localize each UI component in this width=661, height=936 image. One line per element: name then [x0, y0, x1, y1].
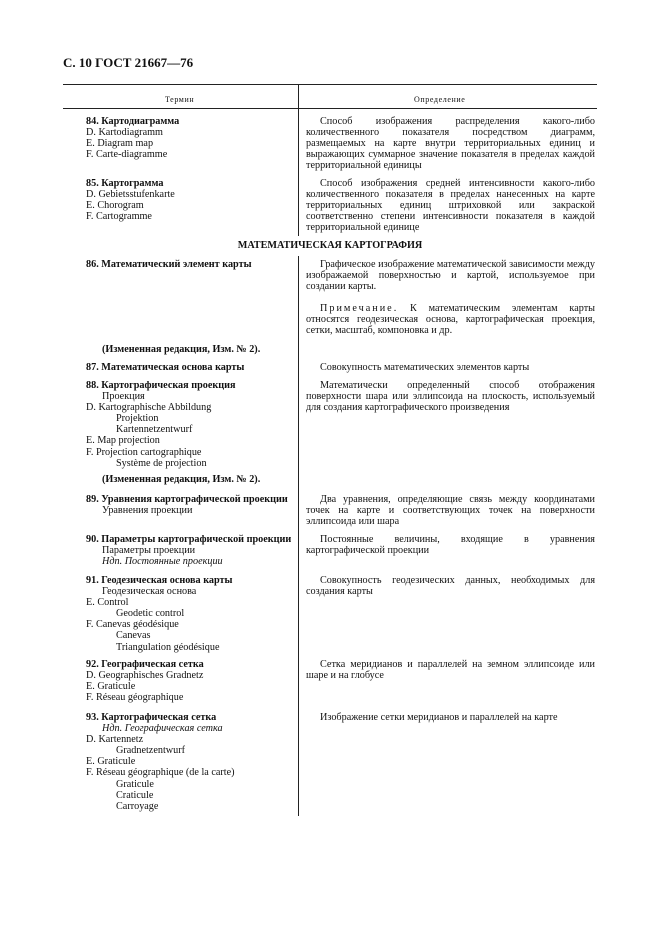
term-synonym: Geodetic control: [116, 608, 185, 620]
term-synonym: F. Canevas géodésique: [86, 619, 179, 631]
term-synonym: E. Chorogram: [86, 200, 144, 212]
definition-note: [306, 303, 595, 336]
term-synonym: F. Réseau géographique (de la carte): [86, 767, 235, 779]
note-text: К математическим элементам карты относятся геодезическая основа, картографическая проекция, сетки, масштаб, компоновка и др.: [306, 303, 595, 337]
definition-text: Совокупность геодезических данных, необходимых для создания карты: [306, 575, 595, 598]
definition-text: Два уравнения, определяющие связь между координатами точек на карте и соответствующих точек на поверхности эллипсоида или шара: [306, 494, 595, 528]
term-entry-89: [86, 494, 296, 516]
edition-note: (Измененная редакция, Изм. № 2).: [102, 344, 261, 355]
term-entry-92: [86, 659, 296, 703]
column-header-definition: Определение: [414, 95, 466, 104]
definition-86: [306, 259, 595, 337]
column-header-term: Термин: [165, 95, 195, 104]
term-synonym: Kartennetzentwurf: [116, 424, 193, 436]
term-entry-88: [86, 380, 296, 469]
term-synonym: E. Control: [86, 597, 129, 609]
term-synonym: D. Geographisches Gradnetz: [86, 670, 204, 682]
term-title: 92. Географическая сетка: [86, 659, 204, 670]
definition-93: [306, 712, 595, 723]
term-synonym: Triangulation géodésique: [116, 641, 220, 653]
term-synonym: Projektion: [116, 413, 159, 425]
table-header-rule: [63, 108, 597, 109]
term-title: 85. Картограмма: [86, 178, 164, 189]
term-synonym: Проекция: [102, 391, 145, 403]
definition-text: Изображение сетки меридианов и параллелей на карте: [320, 712, 558, 723]
term-synonym: Уравнения проекции: [102, 505, 193, 517]
note-label: Примечание.: [320, 303, 399, 315]
table-top-rule: [63, 84, 597, 85]
definition-89: [306, 494, 595, 527]
term-synonym: Gradnetzentwurf: [116, 745, 186, 757]
term-synonym: E. Map projection: [86, 435, 160, 447]
term-entry-84: [86, 116, 296, 160]
term-synonym: F. Carte-diagramme: [86, 149, 168, 161]
term-synonym: E. Graticule: [86, 681, 136, 693]
term-title: 87. Математическая основа карты: [86, 362, 245, 373]
definition-text: Способ изображения распределения какого-либо количественного показателя посредством диаграмм, размещаемых на карте внутри территориальных единиц и выражающих суммарное значение показателя в пределах каждой территориальной единицы: [306, 116, 595, 172]
term-title: 93. Картографическая сетка: [86, 712, 217, 723]
term-title: 89. Уравнения картографической проекции: [86, 494, 288, 505]
term-synonym: E. Graticule: [86, 756, 136, 768]
term-entry-90: [86, 534, 296, 567]
column-divider: [298, 84, 299, 236]
definition-85: [306, 178, 595, 233]
definition-text: Графическое изображение математической зависимости между изображаемой поверхностью и картой, используемое при создании карты.: [306, 259, 595, 293]
term-entry-86: [86, 259, 296, 270]
definition-text: Постоянные величины, входящие в уравнения картографической проекции: [306, 534, 595, 557]
term-entry-93: [86, 712, 296, 812]
term-synonym: Système de projection: [116, 457, 207, 469]
term-synonym: Graticule: [116, 778, 154, 790]
term-title: 91. Геодезическая основа карты: [86, 575, 233, 586]
term-synonym: D. Kartographische Abbildung: [86, 402, 212, 414]
term-synonym: D. Gebietsstufenkarte: [86, 189, 175, 201]
term-synonym: F. Projection cartographique: [86, 446, 202, 458]
definition-92: [306, 659, 595, 681]
definition-text: Способ изображения средней интенсивности какого-либо количественного показателя в пределах нанесенных на карте территориальных единиц штриховкой или закраской соответственно степени интенсивности показателя в каждой территориальной единице: [306, 178, 595, 234]
definition-84: [306, 116, 595, 171]
term-title: 86. Математический элемент карты: [86, 259, 252, 270]
term-title: 88. Картографическая проекция: [86, 380, 236, 391]
definition-text: Сетка меридианов и параллелей на земном эллипсоиде или шаре и на глобусе: [306, 659, 595, 682]
term-synonym: Параметры проекции: [102, 545, 196, 557]
term-title: 84. Картодиаграмма: [86, 116, 180, 127]
term-synonym: F. Cartogramme: [86, 211, 152, 223]
definition-91: [306, 575, 595, 597]
column-divider: [298, 256, 299, 816]
definition-87: [306, 362, 595, 373]
term-synonym: Carroyage: [116, 800, 159, 812]
term-title: 90. Параметры картографической проекции: [86, 534, 292, 545]
term-synonym: Craticule: [116, 789, 154, 801]
term-synonym: Ндп. Постоянные проекции: [102, 556, 223, 568]
term-synonym: Ндп. Географическая сетка: [102, 723, 223, 735]
edition-note: (Измененная редакция, Изм. № 2).: [102, 474, 261, 485]
page-header: С. 10 ГОСТ 21667—76: [63, 55, 194, 70]
definition-88: [306, 380, 595, 413]
term-synonym: F. Réseau géographique: [86, 692, 184, 704]
term-synonym: E. Diagram map: [86, 138, 154, 150]
term-entry-87: [86, 362, 296, 373]
term-synonym: Геодезическая основа: [102, 586, 197, 598]
section-title: МАТЕМАТИЧЕСКАЯ КАРТОГРАФИЯ: [237, 240, 423, 251]
definition-90: [306, 534, 595, 556]
term-synonym: D. Kartennetz: [86, 734, 144, 746]
definition-text: Совокупность математических элементов карты: [320, 362, 530, 373]
term-synonym: Canevas: [116, 630, 151, 642]
term-synonym: D. Kartodiagramm: [86, 127, 163, 139]
term-entry-91: [86, 575, 296, 653]
term-entry-85: [86, 178, 296, 222]
definition-text: Математически определенный способ отображения поверхности шара или эллипсоида на плоскость, используемый для создания картографического произведения: [306, 380, 595, 414]
